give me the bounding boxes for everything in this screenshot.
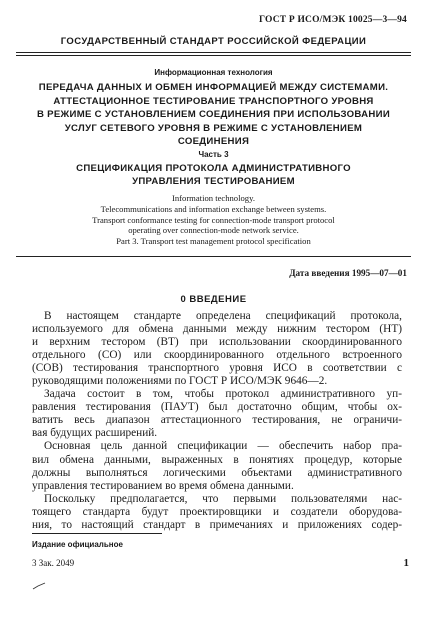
part-title-line: СПЕЦИФИКАЦИЯ ПРОТОКОЛА АДМИНИСТРАТИВНОГО — [76, 163, 351, 174]
english-title-line: Information technology. — [172, 193, 255, 203]
body-line: Задача состоит в том, чтобы протокол административного уп- — [44, 388, 402, 401]
print-order: 3 Зак. 2049 — [32, 558, 75, 568]
body-line: используемого для обмена данными между нижним тестором (НТ) — [32, 323, 402, 336]
body-line: управления тестированием во время обмена данными. — [32, 479, 294, 492]
section-heading: 0 ВВЕДЕНИЕ — [180, 294, 247, 305]
main-title-line: В РЕЖИМЕ С УСТАНОВЛЕНИЕМ СОЕДИНЕНИЯ ПРИ ИСПОЛЬЗОВАНИИ — [36, 109, 391, 121]
header-rule-top — [16, 52, 411, 53]
body-line: вил обмена данными, выраженных в понятиях процедур, которые — [32, 453, 402, 466]
main-title — [0, 81, 427, 149]
body-line: Основная цель данной спецификации — обеспечить набор пра- — [44, 440, 402, 453]
main-title-line: УСЛУГ СЕТЕВОГО УРОВНЯ В РЕЖИМЕ С УСТАНОВЛЕНИЕМ — [64, 122, 363, 134]
subject-line: Информационная технология — [154, 68, 273, 77]
pen-mark-icon — [32, 582, 46, 590]
body-line: (СОВ) тестирования транспортного уровня ИСО в соответствии с — [32, 362, 402, 375]
body-text — [32, 310, 402, 532]
body-line: ватить весь диапазон аттестационного тестирования, не ограничи- — [32, 414, 402, 427]
main-title-line: АТТЕСТАЦИОННОЕ ТЕСТИРОВАНИЕ ТРАНСПОРТНОГО УРОВНЯ — [53, 95, 374, 107]
english-title-line: Transport conformance testing for connection-mode transport protocol — [92, 214, 335, 225]
body-line: Поскольку предполагается, что первыми пользователями нас- — [44, 492, 402, 505]
title-block-rule — [16, 256, 411, 257]
footnote-rule — [32, 533, 162, 534]
part-title — [0, 162, 427, 189]
main-title-line: ПЕРЕДАЧА ДАННЫХ И ОБМЕН ИНФОРМАЦИЕЙ МЕЖДУ СИСТЕМАМИ. — [38, 82, 389, 93]
body-line: ния, то настоящий стандарт в примечаниях и приложениях содер- — [32, 518, 402, 531]
english-title-line: Part 3. Transport test management protocol specification — [116, 236, 311, 247]
gost-number: ГОСТ Р ИСО/МЭК 10025—3—94 — [258, 15, 407, 25]
body-line: должны выполняться логическими объектами административного — [32, 466, 402, 479]
body-line: отдельного (СО) или скоординированного отдельного встроенного — [32, 349, 402, 362]
standard-title: ГОСУДАРСТВЕННЫЙ СТАНДАРТ РОССИЙСКОЙ ФЕДЕРАЦИИ — [60, 36, 367, 47]
intro-date: Дата введения 1995—07—01 — [289, 268, 407, 278]
english-title-line: operating over connection-mode network service. — [128, 225, 299, 236]
part-number: Часть 3 — [198, 150, 229, 159]
body-line: В настоящем стандарте определена спецификаций протокола, — [44, 310, 402, 322]
official-edition-label: Издание официальное — [32, 540, 123, 549]
body-line: равления тестирования (ПАУТ) был достаточно общим, чтобы ох- — [32, 401, 402, 414]
english-title-line: Telecommunications and information exchange between systems. — [100, 203, 327, 214]
part-title-line: УПРАВЛЕНИЯ ТЕСТИРОВАНИЕМ — [132, 176, 295, 188]
body-line: тоящего стандарта будут проектировщики и создатели оборудова- — [32, 505, 402, 518]
main-title-line: СОЕДИНЕНИЯ — [177, 136, 250, 148]
page-number: 1 — [403, 557, 409, 569]
body-line: руководящими положениями по ГОСТ Р ИСО/МЭК 9646—2. — [32, 375, 328, 388]
english-title — [0, 193, 427, 247]
header-rule-bottom — [16, 55, 411, 56]
body-line: вая будущих расширений. — [32, 427, 158, 440]
body-line: и верхним тестором (ВТ) при использовании скоординированного — [32, 336, 402, 349]
